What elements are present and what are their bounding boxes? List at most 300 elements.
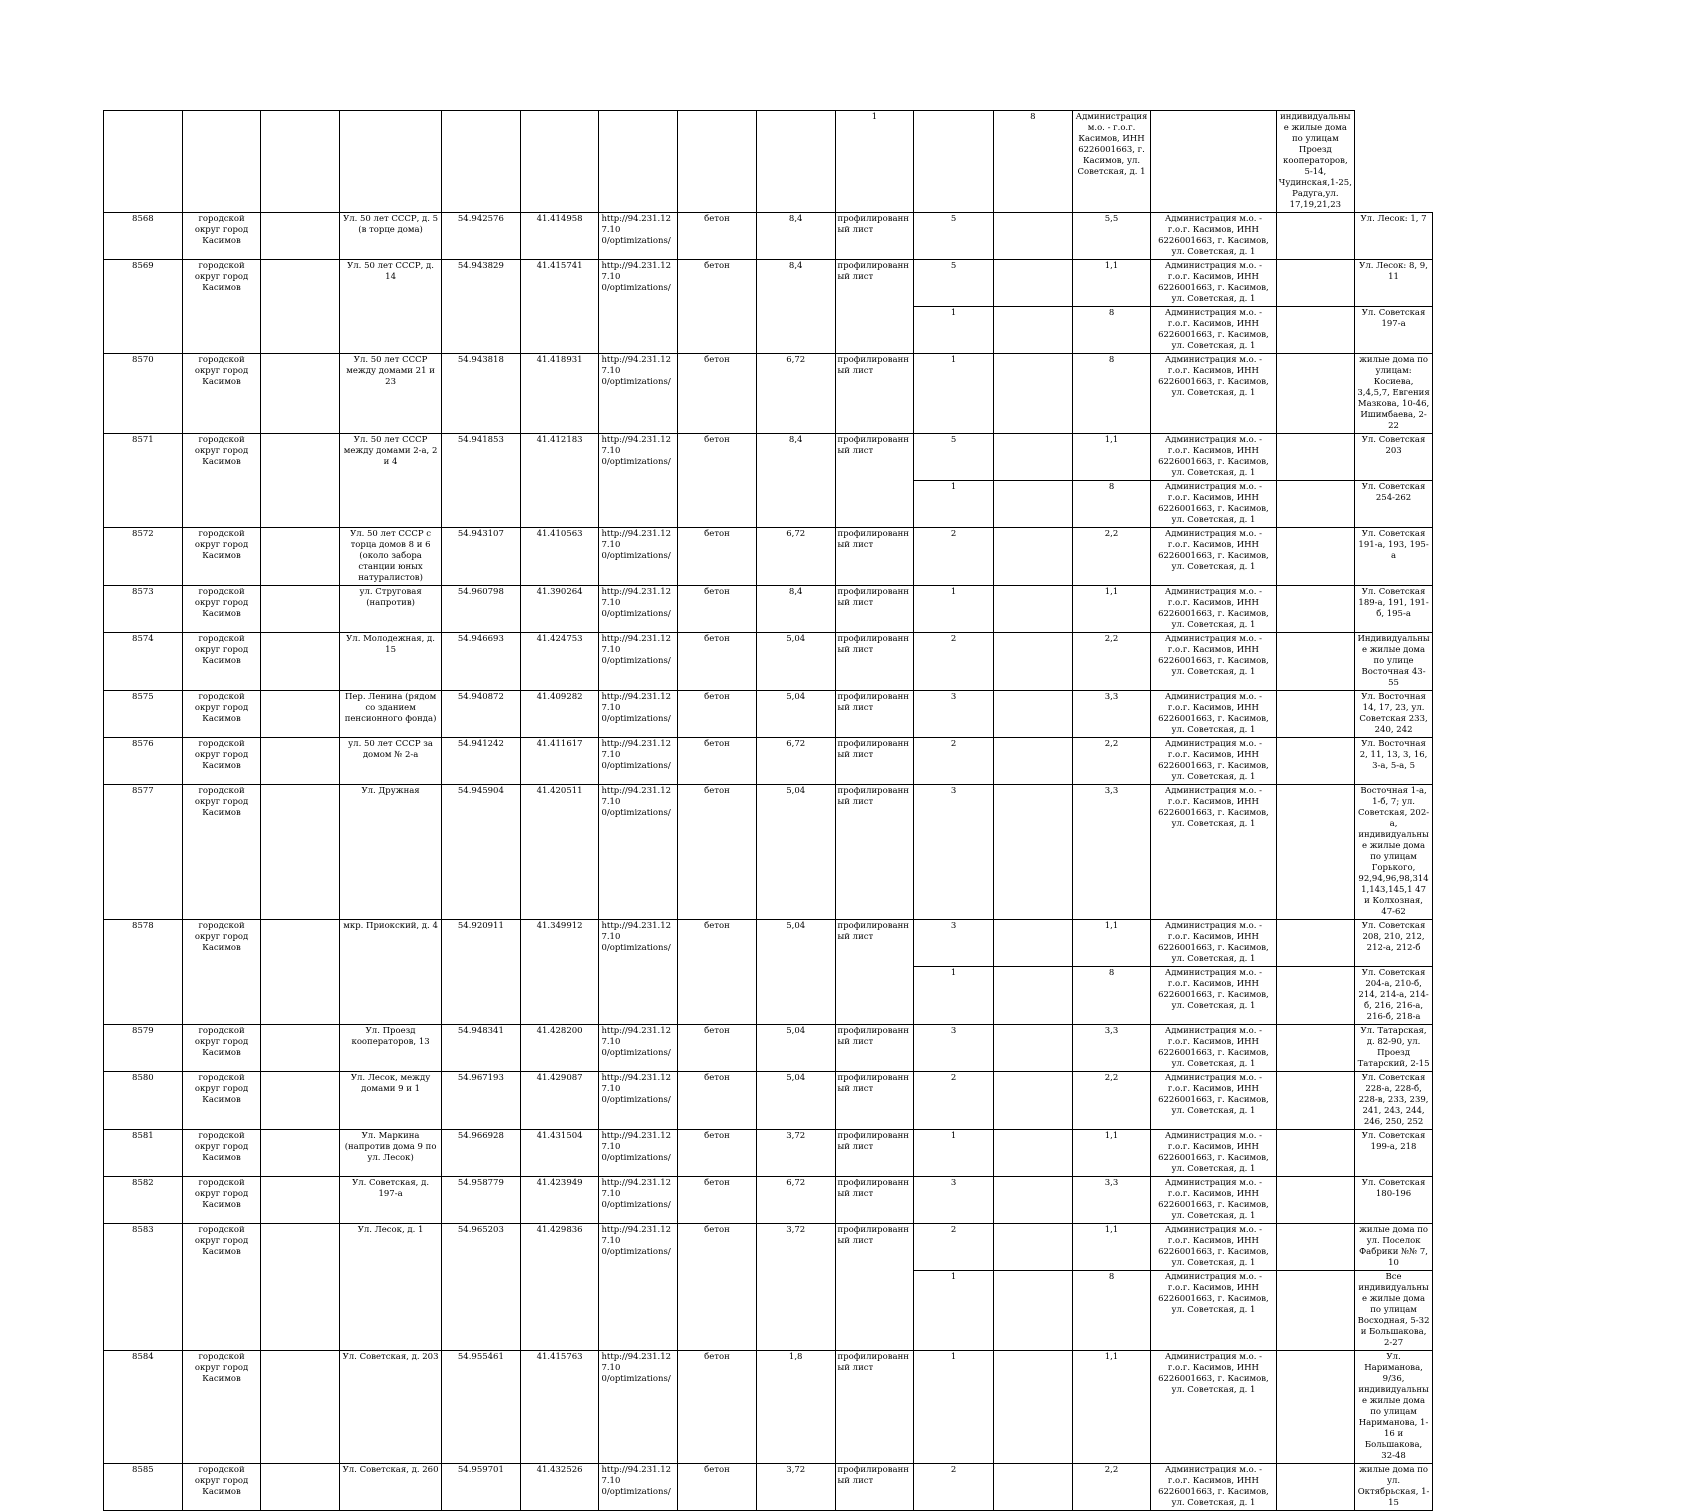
cell-owner: Администрация м.о. - г.о.г. Касимов, ИНН 6226001663, г. Касимов, ул. Советская, д. 1	[1151, 354, 1276, 434]
cell-municipality: городской округ город Касимов	[182, 1464, 261, 1511]
cell-site-id: 8574	[104, 633, 183, 691]
cell-site-id: 8576	[104, 738, 183, 785]
cell-surface: бетон	[678, 633, 757, 691]
cell-empty	[261, 1224, 340, 1351]
cell-latitude: 54.941853	[442, 434, 521, 528]
cell-sources: Ул. Советская 208, 210, 212, 212-а, 212-б	[1355, 920, 1433, 967]
cell-area: 6,72	[756, 738, 835, 785]
cell-surface: бетон	[678, 1025, 757, 1072]
cell-owner: Администрация м.о. - г.о.г. Касимов, ИНН 6226001663, г. Касимов, ул. Советская, д. 1	[1151, 307, 1276, 354]
cell-address: Ул. 50 лет СССР между домами 2-а, 2 и 4	[340, 434, 442, 528]
table-row	[104, 738, 1538, 785]
cell-area: 6,72	[756, 354, 835, 434]
cell-empty	[993, 633, 1072, 691]
cell-volume: 2,2	[1072, 1464, 1151, 1511]
cell-site-id: 8572	[104, 528, 183, 586]
cell-longitude: 41.431504	[520, 1130, 599, 1177]
cell-site-id: 8581	[104, 1130, 183, 1177]
cell-area: 3,72	[756, 1130, 835, 1177]
cell-link: http://94.231.127.10 0/optimizations/	[599, 213, 678, 260]
cell-container-count: 3	[914, 920, 994, 967]
cell-link: http://94.231.127.10 0/optimizations/	[599, 1177, 678, 1224]
cell-container-count: 3	[914, 1025, 994, 1072]
table-row	[104, 920, 1538, 967]
cell-empty	[1276, 920, 1355, 967]
cell-empty	[993, 354, 1072, 434]
cell-area: 8,4	[756, 586, 835, 633]
cell-sources: Индивидуальные жилые дома по улице Восточная 43-55	[1355, 633, 1433, 691]
cell-empty	[261, 920, 340, 1025]
cell-surface: бетон	[678, 785, 757, 920]
cell-municipality: городской округ город Касимов	[182, 528, 261, 586]
cell-volume: 3,3	[1072, 691, 1151, 738]
cell-sources: Ул. Советская 191-а, 193, 195-а	[1355, 528, 1433, 586]
cell-area: 5,04	[756, 785, 835, 920]
cell-container-count: 2	[914, 1464, 994, 1511]
cell-area: 8,4	[756, 434, 835, 528]
cell-longitude: 41.423949	[520, 1177, 599, 1224]
cell-empty	[1276, 528, 1355, 586]
cell-empty	[993, 586, 1072, 633]
cell-municipality: городской округ город Касимов	[182, 1224, 261, 1351]
cell-address: Ул. 50 лет СССР, д. 5 (в торце дома)	[340, 213, 442, 260]
cell-site-id: 8578	[104, 920, 183, 1025]
cell-empty	[261, 213, 340, 260]
table-row	[104, 1464, 1538, 1511]
cell-volume: 1,1	[1072, 1130, 1151, 1177]
cell-area: 1,8	[756, 1351, 835, 1464]
cell-longitude: 41.414958	[520, 213, 599, 260]
cell-site-id: 8575	[104, 691, 183, 738]
table-row	[104, 1177, 1538, 1224]
cell-empty	[993, 213, 1072, 260]
cell-empty	[1276, 481, 1355, 528]
cell-empty	[993, 967, 1072, 1025]
cell-owner: Администрация м.о. - г.о.г. Касимов, ИНН 6226001663, г. Касимов, ул. Советская, д. 1	[1151, 1072, 1276, 1130]
cell-owner: Администрация м.о. - г.о.г. Касимов, ИНН 6226001663, г. Касимов, ул. Советская, д. 1	[1151, 633, 1276, 691]
cell-surface: бетон	[678, 1130, 757, 1177]
cell-fence: профилированный лист	[835, 528, 914, 586]
cell-empty	[1276, 354, 1355, 434]
cell-empty	[1276, 586, 1355, 633]
cell-empty	[1276, 307, 1355, 354]
cell-empty	[261, 633, 340, 691]
cell-surface: бетон	[678, 528, 757, 586]
cell-volume: 8	[1072, 967, 1151, 1025]
cell-sources: Ул. Советская 204-а, 210-б, 214, 214-а, 214-б, 216, 216-а, 216-б, 218-а	[1355, 967, 1433, 1025]
cell-longitude: 41.424753	[520, 633, 599, 691]
cell-surface: бетон	[678, 586, 757, 633]
cell-container-count: 2	[914, 633, 994, 691]
cell-sources: жилые дома по улицам: Косиева, 3,4,5,7, Евгения Мазкова, 10-46, Ишимбаева, 2-22	[1355, 354, 1433, 434]
cell-latitude: 54.941242	[442, 738, 521, 785]
cell-link: http://94.231.127.10 0/optimizations/	[599, 528, 678, 586]
cell-owner: Администрация м.о. - г.о.г. Касимов, ИНН 6226001663, г. Касимов, ул. Советская, д. 1	[1151, 1025, 1276, 1072]
cell-sources: Восточная 1-а, 1-б, 7; ул. Советская, 202-а, индивидуальные жилые дома по улицам Горького, 92,94,96,98,3141,143,145,1 47 и Колхозная, 47-62	[1355, 785, 1433, 920]
cell-latitude: 54.943107	[442, 528, 521, 586]
cell-longitude: 41.429836	[520, 1224, 599, 1351]
cell-link: http://94.231.127.10 0/optimizations/	[599, 354, 678, 434]
cell-owner: Администрация м.о. - г.о.г. Касимов, ИНН 6226001663, г. Касимов, ул. Советская, д. 1	[1151, 967, 1276, 1025]
cell-latitude: 54.967193	[442, 1072, 521, 1130]
cell-latitude: 54.965203	[442, 1224, 521, 1351]
cell-fence: профилированный лист	[835, 1351, 914, 1464]
cell-latitude: 54.966928	[442, 1130, 521, 1177]
cell-surface: бетон	[678, 920, 757, 1025]
cell-container-count: 3	[914, 1177, 994, 1224]
cell-municipality: городской округ город Касимов	[182, 213, 261, 260]
cell-address: Ул. Советская, д. 260	[340, 1464, 442, 1511]
cell-link: http://94.231.127.10 0/optimizations/	[599, 260, 678, 354]
cell-sources: Ул. Советская 228-а, 228-б, 228-в, 233, 239, 241, 243, 244, 246, 250, 252	[1355, 1072, 1433, 1130]
cell-container-count: 1	[914, 586, 994, 633]
table-row	[104, 213, 1538, 260]
cell-empty	[261, 785, 340, 920]
cell-sources: жилые дома по ул. Октябрьская, 1-15	[1355, 1464, 1433, 1511]
cell-fence: профилированный лист	[835, 260, 914, 354]
cell-surface: бетон	[678, 213, 757, 260]
cell-site-id: 8569	[104, 260, 183, 354]
cell-address: Ул. Молодежная, д. 15	[340, 633, 442, 691]
table-row	[104, 1351, 1538, 1464]
cell-container-count: 1	[914, 307, 994, 354]
cell-empty	[261, 586, 340, 633]
cell-latitude: 54.955461	[442, 1351, 521, 1464]
cell-container-count: 2	[914, 738, 994, 785]
cell-empty	[1276, 1271, 1355, 1351]
cell-empty	[104, 111, 183, 213]
cell-sources: Ул. Советская 189-а, 191, 191-б, 195-а	[1355, 586, 1433, 633]
cell-container-count: 2	[914, 1224, 994, 1271]
cell-empty	[261, 528, 340, 586]
cell-site-id: 8585	[104, 1464, 183, 1511]
cell-municipality: городской округ город Касимов	[182, 920, 261, 1025]
cell-empty	[993, 528, 1072, 586]
cell-latitude: 54.959701	[442, 1464, 521, 1511]
table-row-continued	[104, 111, 1538, 213]
cell-address: ул. Струговая (напротив)	[340, 586, 442, 633]
cell-latitude: 54.958779	[442, 1177, 521, 1224]
cell-empty	[1276, 260, 1355, 307]
cell-volume: 8	[1072, 481, 1151, 528]
cell-empty	[1276, 1025, 1355, 1072]
cell-volume: 3,3	[1072, 1025, 1151, 1072]
cell-link: http://94.231.127.10 0/optimizations/	[599, 691, 678, 738]
cell-volume: 1,1	[1072, 1224, 1151, 1271]
cell-sources: Ул. Лесок: 8, 9, 11	[1355, 260, 1433, 307]
table-body	[104, 111, 1538, 1511]
cell-sources: Ул. Советская 197-а	[1355, 307, 1433, 354]
cell-volume: 8	[1072, 354, 1151, 434]
cell-empty	[1151, 111, 1276, 213]
cell-fence: профилированный лист	[835, 738, 914, 785]
cell-address: Ул. Лесок, д. 1	[340, 1224, 442, 1351]
cell-empty	[993, 1224, 1072, 1271]
cell-longitude: 41.415741	[520, 260, 599, 354]
cell-address: Ул. Маркина (напротив дома 9 по ул. Лесок)	[340, 1130, 442, 1177]
cell-sources: Ул. Советская 180-196	[1355, 1177, 1433, 1224]
cell-empty	[993, 785, 1072, 920]
cell-latitude: 54.946693	[442, 633, 521, 691]
cell-container-count: 2	[914, 528, 994, 586]
cell-municipality: городской округ город Касимов	[182, 1177, 261, 1224]
cell-owner: Администрация м.о. - г.о.г. Касимов, ИНН 6226001663, г. Касимов, ул. Советская, д. 1	[1151, 434, 1276, 481]
cell-municipality: городской округ город Касимов	[182, 1351, 261, 1464]
cell-link: http://94.231.127.10 0/optimizations/	[599, 1025, 678, 1072]
cell-empty	[993, 1177, 1072, 1224]
cell-volume: 2,2	[1072, 633, 1151, 691]
cell-owner: Администрация м.о. - г.о.г. Касимов, ИНН 6226001663, г. Касимов, ул. Советская, д. 1	[1151, 528, 1276, 586]
cell-empty	[1276, 213, 1355, 260]
cell-empty	[1276, 633, 1355, 691]
cell-municipality: городской округ город Касимов	[182, 785, 261, 920]
cell-empty	[993, 691, 1072, 738]
cell-fence: профилированный лист	[835, 633, 914, 691]
cell-container-count: 5	[914, 213, 994, 260]
cell-address: Ул. 50 лет СССР, д. 14	[340, 260, 442, 354]
cell-site-id: 8583	[104, 1224, 183, 1351]
cell-longitude: 41.420511	[520, 785, 599, 920]
cell-area: 5,04	[756, 920, 835, 1025]
cell-empty	[520, 111, 599, 213]
cell-container-count: 1	[914, 967, 994, 1025]
cell-longitude: 41.415763	[520, 1351, 599, 1464]
cell-owner: Администрация м.о. - г.о.г. Касимов, ИНН 6226001663, г. Касимов, ул. Советская, д. 1	[1151, 1271, 1276, 1351]
cell-municipality: городской округ город Касимов	[182, 1025, 261, 1072]
cell-latitude: 54.940872	[442, 691, 521, 738]
cell-municipality: городской округ город Касимов	[182, 586, 261, 633]
table-row	[104, 1025, 1538, 1072]
cell-container-count: 1	[835, 111, 914, 213]
cell-owner: Администрация м.о. - г.о.г. Касимов, ИНН 6226001663, г. Касимов, ул. Советская, д. 1	[1151, 1464, 1276, 1511]
cell-fence: профилированный лист	[835, 1464, 914, 1511]
cell-longitude: 41.432526	[520, 1464, 599, 1511]
cell-empty	[1276, 967, 1355, 1025]
table-row	[104, 434, 1538, 481]
cell-municipality: городской округ город Касимов	[182, 1130, 261, 1177]
cell-area: 8,4	[756, 260, 835, 354]
cell-longitude: 41.349912	[520, 920, 599, 1025]
cell-longitude: 41.412183	[520, 434, 599, 528]
cell-empty	[914, 111, 994, 213]
cell-empty	[261, 1025, 340, 1072]
cell-empty	[1276, 1464, 1355, 1511]
cell-link: http://94.231.127.10 0/optimizations/	[599, 785, 678, 920]
table-row	[104, 528, 1538, 586]
cell-sources: жилые дома по ул. Поселок Фабрики №№ 7, 10	[1355, 1224, 1433, 1271]
cell-sources: Ул. Советская 254-262	[1355, 481, 1433, 528]
cell-longitude: 41.411617	[520, 738, 599, 785]
cell-area: 3,72	[756, 1464, 835, 1511]
cell-municipality: городской округ город Касимов	[182, 633, 261, 691]
cell-owner: Администрация м.о. - г.о.г. Касимов, ИНН 6226001663, г. Касимов, ул. Советская, д. 1	[1072, 111, 1151, 213]
cell-volume: 1,1	[1072, 586, 1151, 633]
cell-site-id: 8570	[104, 354, 183, 434]
cell-sources: Ул. Советская 199-а, 218	[1355, 1130, 1433, 1177]
cell-site-id: 8577	[104, 785, 183, 920]
cell-link: http://94.231.127.10 0/optimizations/	[599, 1072, 678, 1130]
cell-sources: Ул. Советская 203	[1355, 434, 1433, 481]
cell-owner: Администрация м.о. - г.о.г. Касимов, ИНН 6226001663, г. Касимов, ул. Советская, д. 1	[1151, 1351, 1276, 1464]
cell-surface: бетон	[678, 738, 757, 785]
cell-municipality: городской округ город Касимов	[182, 354, 261, 434]
cell-empty	[261, 354, 340, 434]
cell-fence: профилированный лист	[835, 1025, 914, 1072]
cell-empty	[993, 1351, 1072, 1464]
cell-volume: 3,3	[1072, 785, 1151, 920]
cell-surface: бетон	[678, 1464, 757, 1511]
cell-empty	[993, 260, 1072, 307]
cell-longitude: 41.409282	[520, 691, 599, 738]
cell-empty	[993, 920, 1072, 967]
cell-site-id: 8571	[104, 434, 183, 528]
cell-container-count: 1	[914, 481, 994, 528]
cell-volume: 1,1	[1072, 1351, 1151, 1464]
cell-address: Ул. Лесок, между домами 9 и 1	[340, 1072, 442, 1130]
cell-empty	[261, 738, 340, 785]
cell-sources: Ул. Татарская, д. 82-90, ул. Проезд Татарский, 2-15	[1355, 1025, 1433, 1072]
cell-volume: 1,1	[1072, 260, 1151, 307]
table-row	[104, 633, 1538, 691]
cell-empty	[261, 691, 340, 738]
cell-fence: профилированный лист	[835, 586, 914, 633]
cell-container-count: 5	[914, 260, 994, 307]
cell-owner: Администрация м.о. - г.о.г. Касимов, ИНН 6226001663, г. Касимов, ул. Советская, д. 1	[1151, 920, 1276, 967]
cell-link: http://94.231.127.10 0/optimizations/	[599, 586, 678, 633]
cell-owner: Администрация м.о. - г.о.г. Касимов, ИНН 6226001663, г. Касимов, ул. Советская, д. 1	[1151, 260, 1276, 307]
cell-container-count: 2	[914, 1072, 994, 1130]
table-row	[104, 785, 1538, 920]
cell-empty	[993, 738, 1072, 785]
cell-latitude: 54.943829	[442, 260, 521, 354]
cell-fence: профилированный лист	[835, 691, 914, 738]
cell-volume: 8	[1072, 1271, 1151, 1351]
cell-surface: бетон	[678, 434, 757, 528]
cell-empty	[1276, 785, 1355, 920]
cell-site-id: 8579	[104, 1025, 183, 1072]
cell-site-id: 8568	[104, 213, 183, 260]
table-row	[104, 1224, 1538, 1271]
cell-sources: Ул. Наримановa, 9/36, индивидуальные жилые дома по улицам Нариманова, 1-16 и Большакова, 32-48	[1355, 1351, 1433, 1464]
cell-latitude: 54.948341	[442, 1025, 521, 1072]
cell-empty	[1276, 1351, 1355, 1464]
cell-sources: индивидуальные жилые дома по улицам Проезд кооператоров, 5-14, Чудинская,1-25, Радуга,ул. 17,19,21,23	[1276, 111, 1355, 213]
table-row	[104, 260, 1538, 307]
cell-volume: 5,5	[1072, 213, 1151, 260]
cell-site-id: 8573	[104, 586, 183, 633]
cell-fence: профилированный лист	[835, 1130, 914, 1177]
cell-address: Пер. Ленина (рядом со зданием пенсионного фонда)	[340, 691, 442, 738]
cell-empty	[993, 1464, 1072, 1511]
cell-owner: Администрация м.о. - г.о.г. Касимов, ИНН 6226001663, г. Касимов, ул. Советская, д. 1	[1151, 213, 1276, 260]
cell-volume: 2,2	[1072, 1072, 1151, 1130]
cell-container-count: 1	[914, 1130, 994, 1177]
cell-empty	[442, 111, 521, 213]
cell-empty	[261, 111, 340, 213]
cell-fence: профилированный лист	[835, 1177, 914, 1224]
cell-volume: 2,2	[1072, 738, 1151, 785]
cell-empty	[756, 111, 835, 213]
cell-empty	[261, 1130, 340, 1177]
cell-fence: профилированный лист	[835, 785, 914, 920]
cell-empty	[993, 1025, 1072, 1072]
table-row	[104, 586, 1538, 633]
cell-link: http://94.231.127.10 0/optimizations/	[599, 1130, 678, 1177]
cell-empty	[1276, 1177, 1355, 1224]
cell-owner: Администрация м.о. - г.о.г. Касимов, ИНН 6226001663, г. Касимов, ул. Советская, д. 1	[1151, 586, 1276, 633]
cell-sources: Ул. Лесок: 1, 7	[1355, 213, 1433, 260]
cell-surface: бетон	[678, 260, 757, 354]
cell-area: 5,04	[756, 633, 835, 691]
table-row	[104, 691, 1538, 738]
cell-owner: Администрация м.о. - г.о.г. Касимов, ИНН 6226001663, г. Касимов, ул. Советская, д. 1	[1151, 1130, 1276, 1177]
container-sites-table	[103, 110, 1538, 1511]
cell-empty	[1276, 434, 1355, 481]
cell-empty	[261, 434, 340, 528]
cell-area: 3,72	[756, 1224, 835, 1351]
cell-area: 6,72	[756, 1177, 835, 1224]
cell-empty	[993, 1130, 1072, 1177]
cell-municipality: городской округ город Касимов	[182, 1072, 261, 1130]
cell-owner: Администрация м.о. - г.о.г. Касимов, ИНН 6226001663, г. Касимов, ул. Советская, д. 1	[1151, 481, 1276, 528]
cell-address: Ул. Дружная	[340, 785, 442, 920]
cell-empty	[1276, 738, 1355, 785]
cell-longitude: 41.410563	[520, 528, 599, 586]
cell-surface: бетон	[678, 691, 757, 738]
cell-longitude: 41.390264	[520, 586, 599, 633]
cell-link: http://94.231.127.10 0/optimizations/	[599, 1351, 678, 1464]
cell-link: http://94.231.127.10 0/optimizations/	[599, 434, 678, 528]
cell-address: ул. 50 лет СССР за домом № 2-а	[340, 738, 442, 785]
cell-empty	[993, 481, 1072, 528]
cell-volume: 8	[1072, 307, 1151, 354]
cell-fence: профилированный лист	[835, 354, 914, 434]
cell-surface: бетон	[678, 1072, 757, 1130]
cell-surface: бетон	[678, 1224, 757, 1351]
cell-owner: Администрация м.о. - г.о.г. Касимов, ИНН 6226001663, г. Касимов, ул. Советская, д. 1	[1151, 785, 1276, 920]
cell-volume: 1,1	[1072, 434, 1151, 481]
cell-surface: бетон	[678, 1177, 757, 1224]
cell-empty	[993, 307, 1072, 354]
cell-site-id: 8580	[104, 1072, 183, 1130]
cell-municipality: городской округ город Касимов	[182, 260, 261, 354]
cell-area: 5,04	[756, 1025, 835, 1072]
cell-sources: Ул. Восточная 14, 17, 23, ул. Советская 233, 240, 242	[1355, 691, 1433, 738]
cell-empty	[1276, 691, 1355, 738]
cell-latitude: 54.942576	[442, 213, 521, 260]
cell-empty	[1276, 1130, 1355, 1177]
cell-empty	[261, 1177, 340, 1224]
cell-site-id: 8582	[104, 1177, 183, 1224]
cell-latitude: 54.945904	[442, 785, 521, 920]
cell-fence: профилированный лист	[835, 1072, 914, 1130]
cell-municipality: городской округ город Касимов	[182, 434, 261, 528]
cell-volume: 1,1	[1072, 920, 1151, 967]
cell-volume: 2,2	[1072, 528, 1151, 586]
cell-volume: 3,3	[1072, 1177, 1151, 1224]
cell-empty	[1276, 1224, 1355, 1271]
cell-latitude: 54.960798	[442, 586, 521, 633]
cell-link: http://94.231.127.10 0/optimizations/	[599, 920, 678, 1025]
table-row	[104, 354, 1538, 434]
cell-owner: Администрация м.о. - г.о.г. Касимов, ИНН 6226001663, г. Касимов, ул. Советская, д. 1	[1151, 738, 1276, 785]
cell-fence: профилированный лист	[835, 434, 914, 528]
cell-longitude: 41.418931	[520, 354, 599, 434]
cell-sources: Все индивидуальные жилые дома по улицам Восходная, 5-32 и Большакова, 2-27	[1355, 1271, 1433, 1351]
cell-area: 5,04	[756, 1072, 835, 1130]
cell-address: Ул. Советская, д. 197-а	[340, 1177, 442, 1224]
table-row	[104, 1130, 1538, 1177]
